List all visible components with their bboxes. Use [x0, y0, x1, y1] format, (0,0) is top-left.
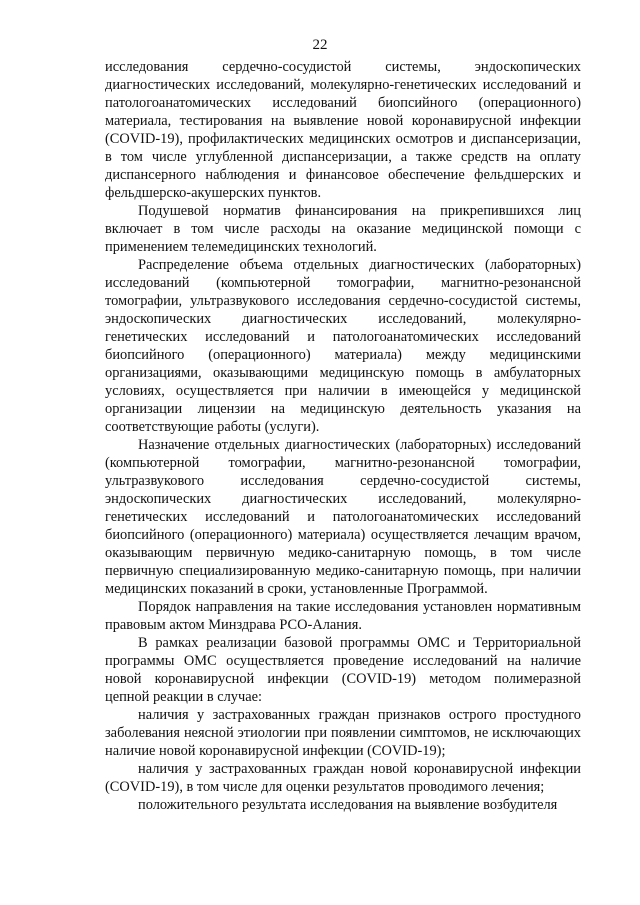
- list-item-1: наличия у застрахованных граждан признаков острого простудного заболевания неясной этиологии при появлении симптомов, не исключающих наличие новой коронавирусной инфекции (COVID-19);: [105, 707, 581, 759]
- paragraph-5: Порядок направления на такие исследования установлен нормативным правовым актом Минздрава РСО-Алания.: [105, 599, 581, 633]
- paragraph-2: Подушевой норматив финансирования на прикрепившихся лиц включает в том числе расходы на оказание медицинской помощи с применением телемедицинских технологий.: [105, 203, 581, 255]
- list-item-3: положительного результата исследования на выявление возбудителя: [138, 797, 558, 813]
- document-body: [105, 58, 581, 814]
- list-item-2: наличия у застрахованных граждан новой коронавирусной инфекции (COVID-19), в том числе для оценки результатов проводимого лечения;: [105, 761, 581, 795]
- paragraph-4: Назначение отдельных диагностических (лабораторных) исследований (компьютерной томографии, магнитно-резонансной томографии, ультразвукового исследования сердечно-сосудистой системы, эндоскопических диагностических исследований, молекулярно-генетических исследований и патологоанатомических исследований биопсийного (операционного) материала) осуществляется лечащим врачом, оказывающим первичную медико-санитарную помощь, в том числе первичную специализированную медико-санитарную помощь, при наличии медицинских показаний в сроки, установленные Программой.: [105, 437, 581, 597]
- page-number: 22: [312, 37, 328, 53]
- paragraph-3: Распределение объема отдельных диагностических (лабораторных) исследований (компьютерной томографии, магнитно-резонансной томографии, ультразвукового исследования сердечно-сосудистой системы, эндоскопических диагностических исследований, молекулярно-генетических исследований и патологоанатомических исследований биопсийного (операционного) материала) между медицинскими организациями, оказывающими медицинскую помощь в амбулаторных условиях, осуществляется при наличии в имеющейся у медицинской организации лицензии на медицинскую деятельность указания на соответствующие работы (услуги).: [105, 257, 581, 435]
- paragraph-1: исследования сердечно-сосудистой системы, эндоскопических диагностических исследований, молекулярно-генетических исследований и патологоанатомических исследований биопсийного (операционного) материала, тестирования на выявление новой коронавирусной инфекции (COVID-19), профилактических медицинских осмотров и диспансеризации, в том числе углубленной диспансеризации, а также средств на оплату диспансерного наблюдения и финансовое обеспечение фельдшерских и фельдшерско-акушерских пунктов.: [105, 59, 581, 201]
- paragraph-6: В рамках реализации базовой программы ОМС и Территориальной программы ОМС осуществляется проведение исследований на наличие новой коронавирусной инфекции (COVID-19) методом полимеразной цепной реакции в случае:: [105, 635, 581, 705]
